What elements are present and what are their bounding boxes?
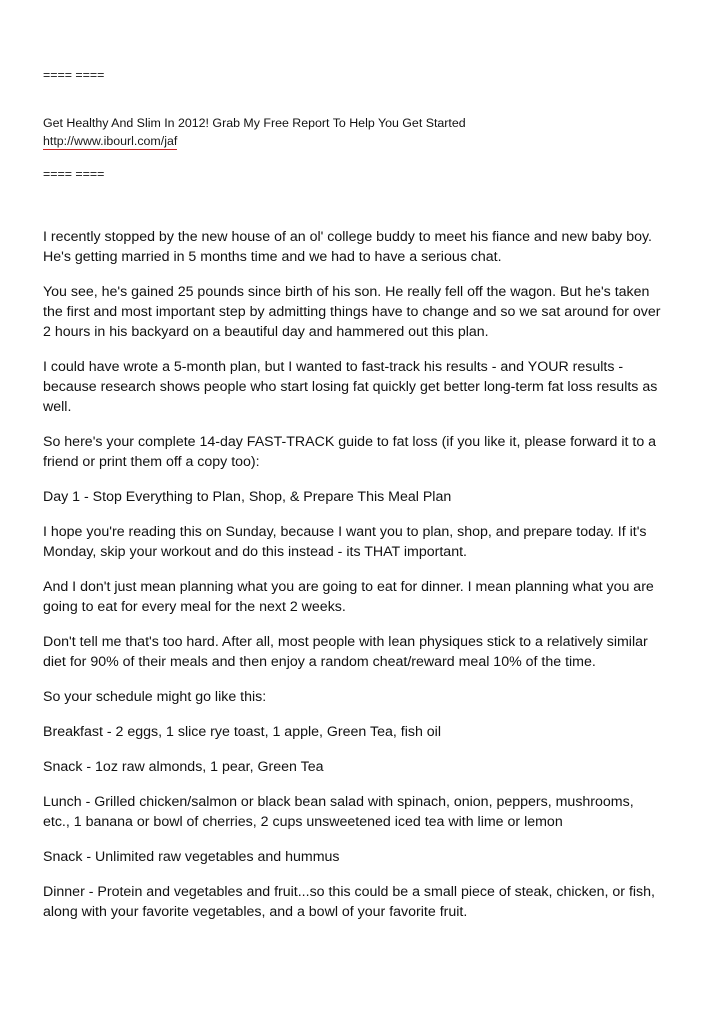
text-line: I hope you're reading this on Sunday, because I want you to plan, shop, and prepare today. If it's xyxy=(43,524,647,540)
text-line: Breakfast - 2 eggs, 1 slice rye toast, 1 apple, Green Tea, fish oil xyxy=(43,724,441,740)
promo-text: Get Healthy And Slim In 2012! Grab My Free Report To Help You Get Started xyxy=(43,116,466,130)
text-line: Snack - 1oz raw almonds, 1 pear, Green Tea xyxy=(43,759,324,775)
paragraph-lunch xyxy=(43,792,693,832)
text-line: etc., 1 banana or bowl of cherries, 2 cups unsweetened iced tea with lime or lemon xyxy=(43,814,563,830)
paragraph-intro xyxy=(43,227,693,267)
text-line: the first and most important step by admitting things have to change and so we sat around for over xyxy=(43,304,661,320)
text-line: He's getting married in 5 months time and we had to have a serious chat. xyxy=(43,249,502,265)
text-line: going to eat for every meal for the next 2 weeks. xyxy=(43,599,346,615)
paragraph-sunday xyxy=(43,522,693,562)
text-line: because research shows people who start losing fat quickly get better long-term fat loss results as xyxy=(43,379,658,395)
paragraph-snack-1 xyxy=(43,757,693,777)
article-body xyxy=(43,227,693,937)
paragraph-weight-gain xyxy=(43,282,693,342)
text-line: And I don't just mean planning what you are going to eat for dinner. I mean planning what you are xyxy=(43,579,654,595)
text-line: So your schedule might go like this: xyxy=(43,689,267,705)
text-line: Don't tell me that's too hard. After all, most people with lean physiques stick to a relatively similar xyxy=(43,634,648,650)
text-line: friend or print them off a copy too): xyxy=(43,454,260,470)
paragraph-fast-track xyxy=(43,357,693,417)
text-line: Snack - Unlimited raw vegetables and hummus xyxy=(43,849,340,865)
text-line: You see, he's gained 25 pounds since birth of his son. He really fell off the wagon. But he's taken xyxy=(43,284,650,300)
paragraph-day-1 xyxy=(43,487,693,507)
text-line: Monday, skip your workout and do this instead - its THAT important. xyxy=(43,544,467,560)
paragraph-breakfast xyxy=(43,722,693,742)
paragraph-planning xyxy=(43,577,693,617)
text-line: I recently stopped by the new house of an ol' college buddy to meet his fiance and new baby boy. xyxy=(43,229,652,245)
text-line: along with your favorite vegetables, and a bowl of your favorite fruit. xyxy=(43,904,468,920)
promo-link[interactable]: http://www.ibourl.com/jaf xyxy=(43,134,178,148)
separator-top: ==== ==== xyxy=(43,68,105,82)
text-line: diet for 90% of their meals and then enjoy a random cheat/reward meal 10% of the time. xyxy=(43,654,596,670)
paragraph-snack-2 xyxy=(43,847,693,867)
promo-header xyxy=(43,66,693,183)
paragraph-schedule xyxy=(43,687,693,707)
text-line: 2 hours in his backyard on a beautiful day and hammered out this plan. xyxy=(43,324,489,340)
paragraph-dinner xyxy=(43,882,693,922)
separator-bottom: ==== ==== xyxy=(43,167,105,181)
text-line: well. xyxy=(43,399,72,415)
text-line: Dinner - Protein and vegetables and fruit...so this could be a small piece of steak, chicken, or fish, xyxy=(43,884,655,900)
text-line: I could have wrote a 5-month plan, but I wanted to fast-track his results - and YOUR results - xyxy=(43,359,624,375)
text-line: Lunch - Grilled chicken/salmon or black bean salad with spinach, onion, peppers, mushrooms, xyxy=(43,794,634,810)
paragraph-guide xyxy=(43,432,693,472)
paragraph-too-hard xyxy=(43,632,693,672)
text-line: So here's your complete 14-day FAST-TRACK guide to fat loss (if you like it, please forward it to a xyxy=(43,434,657,450)
text-line: Day 1 - Stop Everything to Plan, Shop, & Prepare This Meal Plan xyxy=(43,489,452,505)
